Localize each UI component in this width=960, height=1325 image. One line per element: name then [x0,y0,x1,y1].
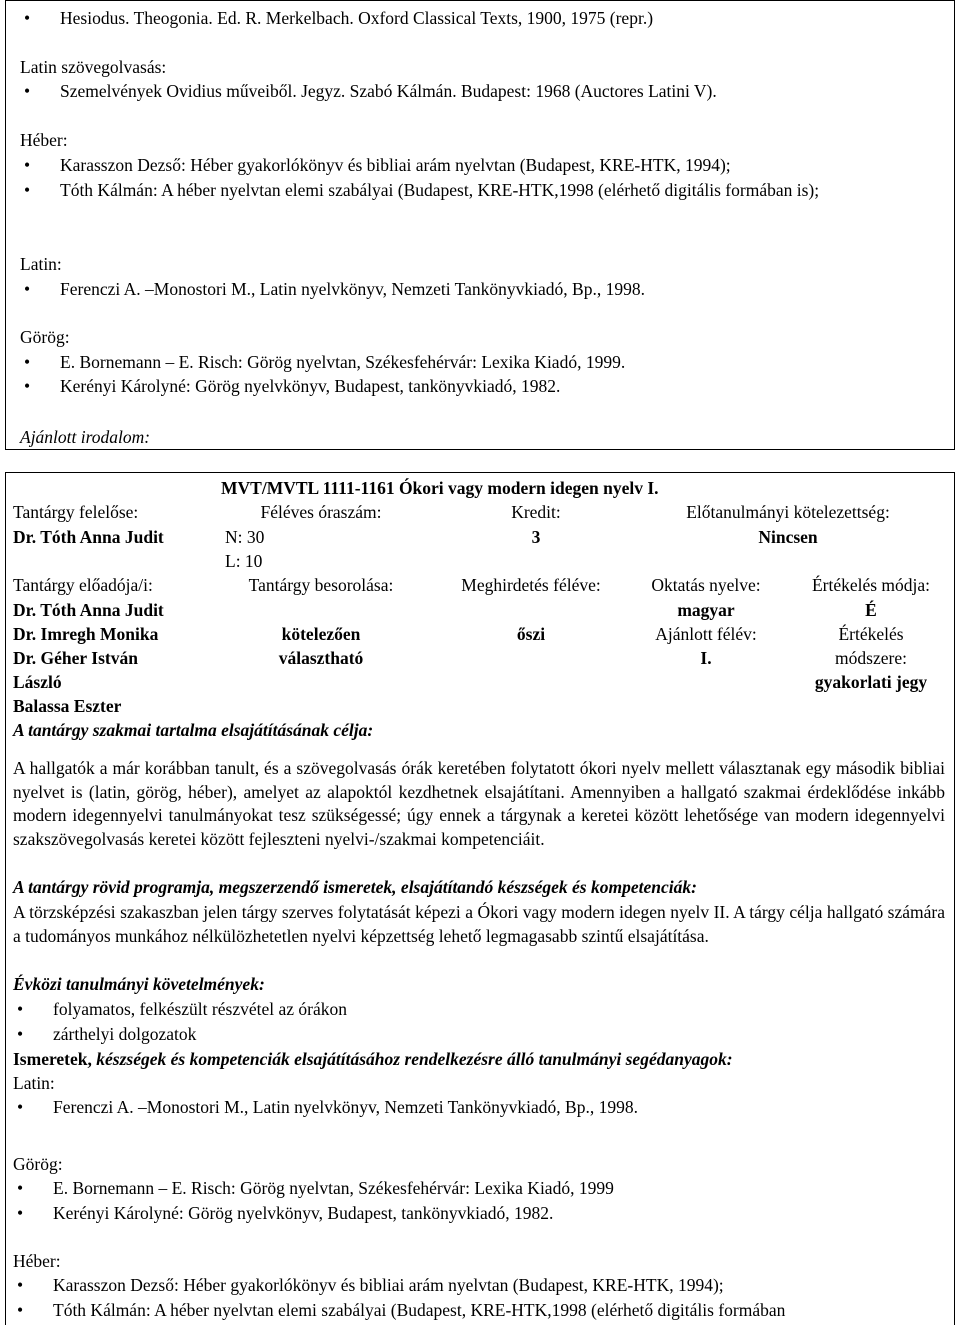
list-item: • Karasszon Dezső: Héber gyakorlókönyv és bibliai arám nyelvtan (Budapest, KRE-HTK, 1994); [19,1274,724,1296]
seged-label [13,1048,733,1070]
besorolas-1: kötelezően [281,624,361,644]
eloado-3b: László [13,672,62,692]
recommended-literature-label: Ajánlott irodalom: [20,427,151,447]
elotan-label: Előtanulmányi kötelezettség: [686,502,890,522]
ajanlott-label: Ajánlott félév: [655,624,757,644]
list-item: • Tóth Kálmán: A héber nyelvtan elemi szabályai (Budapest, KRE-HTK,1998 (elérhető digitális formában is); [26,179,938,202]
course-title: MVT/MVTL 1111-1161 Ókori vagy modern idegen nyelv I. [221,478,659,498]
list-item: • folyamatos, felkészült részvétel az órákon [19,998,347,1020]
oraszam-n: N: 30 [225,527,265,547]
list-item: • Karasszon Dezső: Héber gyakorlókönyv és bibliai arám nyelvtan (Budapest, KRE-HTK, 1994); [26,154,731,176]
eloado-label: Tantárgy előadója/i: [13,575,153,595]
nyelv-label: Oktatás nyelve: [651,575,761,595]
section-label-heber: Héber: [20,130,68,150]
list-item: • Kerényi Károlyné: Görög nyelvkönyv, Budapest, tankönyvkiadó, 1982. [26,375,560,397]
eloado-3: Dr. Géher István [13,648,138,668]
seged-label-rest: készségek és kompetenciák elsajátításához rendelkezésre álló tanulmányi segédanyagok: [96,1049,733,1069]
cel-text: A hallgatók a már korábban tanult, és a szövegolvasás órák keretében folytatott ókori nyelv mellett választanak egy második bibliai nyelvet is (latin, görög, héber), amelyet az alapoktól kezdhetnek elsajátítani. Amennyiben a hallgató szakmai érdeklődése inkább modern idegennyelvi tanulmányokat tesz szükségessé; úgy ennek a tárgynak a keretei között lehetősége van modern idegennyelvi szakszövegolvasás keretei között fejleszteni nyelvi-/szakmai kompetenciáit. [13,758,945,849]
meghirdetes-value: őszi [516,624,546,644]
section-label-gorog: Görög: [13,1154,63,1174]
section-label-heber: Héber: [13,1251,61,1271]
list-item: • E. Bornemann – E. Risch: Görög nyelvtan, Székesfehérvár: Lexika Kiadó, 1999. [26,351,625,373]
evkozi-label: Évközi tanulmányi követelmények: [13,974,265,994]
section-label-gorog: Görög: [20,327,70,347]
list-item: • Ferenczi A. –Monostori M., Latin nyelvkönyv, Nemzeti Tankönyvkiadó, Bp., 1998. [26,278,645,300]
eloado-2: Dr. Imregh Monika [13,624,159,644]
ertekeles-label: Értékelés módja: [811,575,931,595]
cel-label: A tantárgy szakmai tartalma elsajátításának célja: [13,720,374,740]
nyelv-value: magyar [677,600,735,620]
ertekeles-value: É [865,600,877,620]
section-label-latin-reading: Latin szövegolvasás: [20,57,167,77]
elotan-value: Nincsen [758,527,818,547]
oraszam-l: L: 10 [225,551,263,571]
list-item: • zárthelyi dolgozatok [19,1023,196,1045]
kredit-label: Kredit: [511,502,561,522]
eloado-1: Dr. Tóth Anna Judit [13,600,164,620]
modszer-label-1: Értékelés [838,624,904,644]
list-item: • Tóth Kálmán: A héber nyelvtan elemi szabályai (Budapest, KRE-HTK,1998 (elérhető digitális formában [19,1299,785,1321]
program-label: A tantárgy rövid programja, megszerzendő ismeretek, elsajátítandó készségek és kompetenciák: [13,877,697,897]
felelos-label: Tantárgy felelőse: [13,502,139,522]
course-box [5,472,955,1325]
felelos-value: Dr. Tóth Anna Judit [13,527,164,547]
besorolas-2: választható [278,648,364,668]
program-text: A törzsképzési szakaszban jelen tárgy szerves folytatását képezi a Ókori vagy modern idegen nyelv II. A tárgy célja hallgató számára a tudományos munkához nélkülözhetetlen nyelvi képzettség lehető legmagasabb szintű elsajátítása. [13,902,945,946]
meghirdetes-label: Meghirdetés féléve: [461,575,601,595]
list-item: • Ferenczi A. –Monostori M., Latin nyelvkönyv, Nemzeti Tankönyvkiadó, Bp., 1998. [19,1096,638,1118]
seged-label-bold: Ismeretek, [13,1049,97,1069]
kredit-value: 3 [531,527,541,547]
ajanlott-value: I. [700,648,712,668]
literature-box-top [5,0,955,450]
modszer-value: gyakorlati jegy [814,672,928,692]
modszer-label-2: módszere: [835,648,907,668]
list-item: • Hesiodus. Theogonia. Ed. R. Merkelbach. Oxford Classical Texts, 1900, 1975 (repr.) [26,7,653,29]
section-label-latin: Latin: [20,254,62,274]
besorolas-label: Tantárgy besorolása: [248,575,394,595]
oraszam-label: Féléves óraszám: [260,502,382,522]
list-item: • E. Bornemann – E. Risch: Görög nyelvtan, Székesfehérvár: Lexika Kiadó, 1999 [19,1177,614,1199]
list-item: • Kerényi Károlyné: Görög nyelvkönyv, Budapest, tankönyvkiadó, 1982. [19,1202,553,1224]
list-item: • Szemelvények Ovidius műveiből. Jegyz. Szabó Kálmán. Budapest: 1968 (Auctores Latini V). [26,80,717,102]
section-label-latin: Latin: [13,1073,55,1093]
eloado-4: Balassa Eszter [13,696,122,716]
